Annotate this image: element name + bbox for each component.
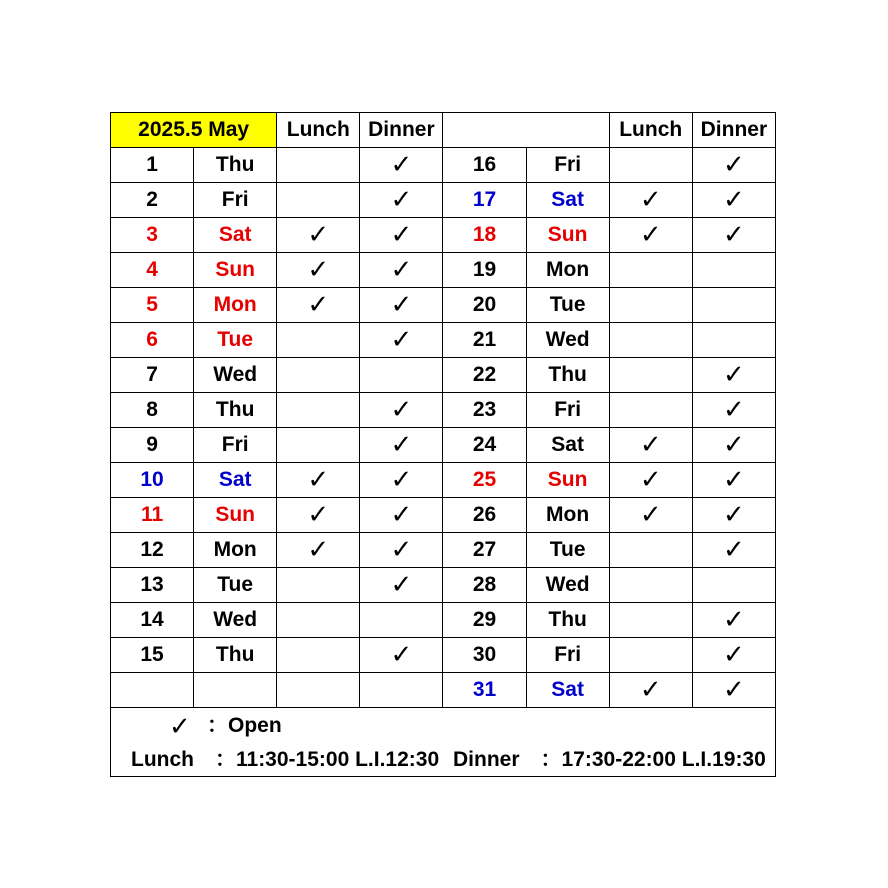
right-weekday: Mon <box>526 498 609 533</box>
right-weekday: Wed <box>526 568 609 603</box>
right-dinner-cell <box>692 673 775 708</box>
open-check-icon: ✓ <box>722 219 745 249</box>
right-day-number: 29 <box>443 603 526 638</box>
left-lunch-cell <box>277 673 360 708</box>
open-check-icon: ✓ <box>307 534 330 564</box>
day-row <box>111 498 776 533</box>
right-day-number: 21 <box>443 323 526 358</box>
left-dinner-cell <box>360 393 443 428</box>
right-dinner-cell <box>692 148 775 183</box>
left-weekday: Sat <box>194 463 277 498</box>
left-weekday: Tue <box>194 568 277 603</box>
legend-check-icon: ✓ <box>169 711 191 741</box>
left-day-number: 14 <box>111 603 194 638</box>
open-check-icon: ✓ <box>639 184 662 214</box>
left-dinner-cell <box>360 638 443 673</box>
left-day-number: 1 <box>111 148 194 183</box>
day-row <box>111 253 776 288</box>
open-check-icon: ✓ <box>390 149 413 179</box>
open-check-icon: ✓ <box>307 219 330 249</box>
left-day-number <box>111 673 194 708</box>
right-weekday: Tue <box>526 288 609 323</box>
left-lunch-cell <box>277 148 360 183</box>
open-check-icon: ✓ <box>722 429 745 459</box>
left-dinner-cell <box>360 323 443 358</box>
left-day-number: 6 <box>111 323 194 358</box>
right-dinner-cell <box>692 288 775 323</box>
left-day-number: 4 <box>111 253 194 288</box>
left-lunch-cell <box>277 603 360 638</box>
right-lunch-cell <box>609 148 692 183</box>
open-check-icon: ✓ <box>722 464 745 494</box>
month-title: 2025.5 May <box>111 113 277 148</box>
right-lunch-cell <box>609 183 692 218</box>
lunch-hours-text: Lunch ：11:30-15:00 L.I.12:30 <box>131 748 440 771</box>
right-day-number: 26 <box>443 498 526 533</box>
open-check-icon: ✓ <box>722 184 745 214</box>
right-lunch-cell <box>609 428 692 463</box>
day-row <box>111 638 776 673</box>
open-check-icon: ✓ <box>390 324 413 354</box>
day-row <box>111 183 776 218</box>
day-row <box>111 148 776 183</box>
right-day-number: 31 <box>443 673 526 708</box>
right-weekday: Mon <box>526 253 609 288</box>
right-day-number: 18 <box>443 218 526 253</box>
open-check-icon: ✓ <box>390 429 413 459</box>
left-weekday: Wed <box>194 603 277 638</box>
open-check-icon: ✓ <box>722 359 745 389</box>
open-check-icon: ✓ <box>307 464 330 494</box>
left-dinner-cell <box>360 428 443 463</box>
open-check-icon: ✓ <box>639 674 662 704</box>
left-weekday: Mon <box>194 288 277 323</box>
open-check-icon: ✓ <box>390 464 413 494</box>
left-weekday: Thu <box>194 148 277 183</box>
dinner-hours-text: Dinner ：17:30-22:00 L.I.19:30 <box>453 748 766 771</box>
right-day-number: 22 <box>443 358 526 393</box>
left-dinner-cell <box>360 673 443 708</box>
right-day-number: 25 <box>443 463 526 498</box>
open-check-icon: ✓ <box>390 219 413 249</box>
left-dinner-cell <box>360 253 443 288</box>
right-dinner-cell <box>692 638 775 673</box>
left-lunch-cell <box>277 288 360 323</box>
left-lunch-cell <box>277 183 360 218</box>
left-dinner-cell <box>360 463 443 498</box>
right-weekday: Sun <box>526 463 609 498</box>
open-check-icon: ✓ <box>722 639 745 669</box>
open-check-icon: ✓ <box>722 499 745 529</box>
left-weekday: Fri <box>194 428 277 463</box>
left-weekday: Sat <box>194 218 277 253</box>
left-lunch-cell <box>277 568 360 603</box>
left-day-number: 3 <box>111 218 194 253</box>
left-day-number: 8 <box>111 393 194 428</box>
right-lunch-cell <box>609 288 692 323</box>
right-weekday: Fri <box>526 638 609 673</box>
left-weekday: Sun <box>194 498 277 533</box>
left-lunch-cell <box>277 638 360 673</box>
right-dinner-cell <box>692 428 775 463</box>
header-row <box>111 113 776 148</box>
day-row <box>111 673 776 708</box>
open-check-icon: ✓ <box>722 534 745 564</box>
left-weekday: Wed <box>194 358 277 393</box>
left-dinner-cell <box>360 603 443 638</box>
open-check-icon: ✓ <box>307 254 330 284</box>
left-lunch-cell <box>277 323 360 358</box>
right-dinner-cell <box>692 358 775 393</box>
day-row <box>111 463 776 498</box>
left-lunch-cell <box>277 428 360 463</box>
legend-cell <box>111 708 776 777</box>
open-check-icon: ✓ <box>390 569 413 599</box>
blank-header-right <box>443 113 609 148</box>
dinner-header-left: Dinner <box>360 113 443 148</box>
right-day-number: 20 <box>443 288 526 323</box>
right-lunch-cell <box>609 498 692 533</box>
left-weekday: Fri <box>194 183 277 218</box>
right-lunch-cell <box>609 358 692 393</box>
left-dinner-cell <box>360 218 443 253</box>
day-row <box>111 218 776 253</box>
lunch-header-left: Lunch <box>277 113 360 148</box>
left-day-number: 5 <box>111 288 194 323</box>
right-dinner-cell <box>692 463 775 498</box>
right-lunch-cell <box>609 393 692 428</box>
right-weekday: Wed <box>526 323 609 358</box>
left-day-number: 12 <box>111 533 194 568</box>
day-row <box>111 533 776 568</box>
right-lunch-cell <box>609 673 692 708</box>
dinner-header-right: Dinner <box>692 113 775 148</box>
open-check-icon: ✓ <box>722 604 745 634</box>
right-dinner-cell <box>692 393 775 428</box>
right-weekday: Sat <box>526 183 609 218</box>
right-lunch-cell <box>609 638 692 673</box>
right-weekday: Sun <box>526 218 609 253</box>
open-check-icon: ✓ <box>390 394 413 424</box>
left-lunch-cell <box>277 533 360 568</box>
left-dinner-cell <box>360 288 443 323</box>
open-check-icon: ✓ <box>639 499 662 529</box>
right-dinner-cell <box>692 218 775 253</box>
open-check-icon: ✓ <box>639 429 662 459</box>
open-check-icon: ✓ <box>390 639 413 669</box>
lunch-header-right: Lunch <box>609 113 692 148</box>
day-row <box>111 358 776 393</box>
right-weekday: Sat <box>526 673 609 708</box>
open-check-icon: ✓ <box>390 184 413 214</box>
open-check-icon: ✓ <box>390 534 413 564</box>
left-dinner-cell <box>360 148 443 183</box>
schedule-table <box>110 112 776 777</box>
legend-open-text: ：Open <box>207 714 282 737</box>
day-row <box>111 568 776 603</box>
right-lunch-cell <box>609 323 692 358</box>
open-check-icon: ✓ <box>722 394 745 424</box>
right-lunch-cell <box>609 463 692 498</box>
left-dinner-cell <box>360 358 443 393</box>
left-day-number: 11 <box>111 498 194 533</box>
day-row <box>111 288 776 323</box>
left-day-number: 15 <box>111 638 194 673</box>
day-row <box>111 603 776 638</box>
left-lunch-cell <box>277 358 360 393</box>
schedule-body <box>111 113 776 777</box>
left-dinner-cell <box>360 183 443 218</box>
right-day-number: 28 <box>443 568 526 603</box>
left-lunch-cell <box>277 463 360 498</box>
right-weekday: Thu <box>526 358 609 393</box>
left-weekday: Mon <box>194 533 277 568</box>
right-dinner-cell <box>692 568 775 603</box>
right-dinner-cell <box>692 603 775 638</box>
left-weekday <box>194 673 277 708</box>
open-check-icon: ✓ <box>390 289 413 319</box>
right-lunch-cell <box>609 568 692 603</box>
open-check-icon: ✓ <box>307 499 330 529</box>
left-weekday: Tue <box>194 323 277 358</box>
left-lunch-cell <box>277 393 360 428</box>
day-row <box>111 323 776 358</box>
left-weekday: Thu <box>194 638 277 673</box>
left-weekday: Thu <box>194 393 277 428</box>
left-dinner-cell <box>360 568 443 603</box>
left-dinner-cell <box>360 498 443 533</box>
right-lunch-cell <box>609 253 692 288</box>
left-day-number: 7 <box>111 358 194 393</box>
open-check-icon: ✓ <box>722 674 745 704</box>
day-row <box>111 428 776 463</box>
notes-row <box>111 708 776 777</box>
left-weekday: Sun <box>194 253 277 288</box>
right-dinner-cell <box>692 253 775 288</box>
right-day-number: 17 <box>443 183 526 218</box>
right-weekday: Thu <box>526 603 609 638</box>
right-weekday: Tue <box>526 533 609 568</box>
right-lunch-cell <box>609 218 692 253</box>
right-day-number: 16 <box>443 148 526 183</box>
right-weekday: Fri <box>526 393 609 428</box>
right-dinner-cell <box>692 183 775 218</box>
right-day-number: 24 <box>443 428 526 463</box>
open-check-icon: ✓ <box>722 149 745 179</box>
right-weekday: Sat <box>526 428 609 463</box>
right-dinner-cell <box>692 323 775 358</box>
right-day-number: 27 <box>443 533 526 568</box>
right-lunch-cell <box>609 603 692 638</box>
open-check-icon: ✓ <box>307 289 330 319</box>
right-weekday: Fri <box>526 148 609 183</box>
left-lunch-cell <box>277 253 360 288</box>
left-lunch-cell <box>277 218 360 253</box>
right-dinner-cell <box>692 498 775 533</box>
open-check-icon: ✓ <box>390 254 413 284</box>
left-day-number: 13 <box>111 568 194 603</box>
left-lunch-cell <box>277 498 360 533</box>
open-check-icon: ✓ <box>639 464 662 494</box>
open-check-icon: ✓ <box>390 499 413 529</box>
open-check-icon: ✓ <box>639 219 662 249</box>
left-dinner-cell <box>360 533 443 568</box>
day-row <box>111 393 776 428</box>
left-day-number: 2 <box>111 183 194 218</box>
left-day-number: 10 <box>111 463 194 498</box>
right-dinner-cell <box>692 533 775 568</box>
right-day-number: 30 <box>443 638 526 673</box>
left-day-number: 9 <box>111 428 194 463</box>
right-lunch-cell <box>609 533 692 568</box>
right-day-number: 19 <box>443 253 526 288</box>
right-day-number: 23 <box>443 393 526 428</box>
